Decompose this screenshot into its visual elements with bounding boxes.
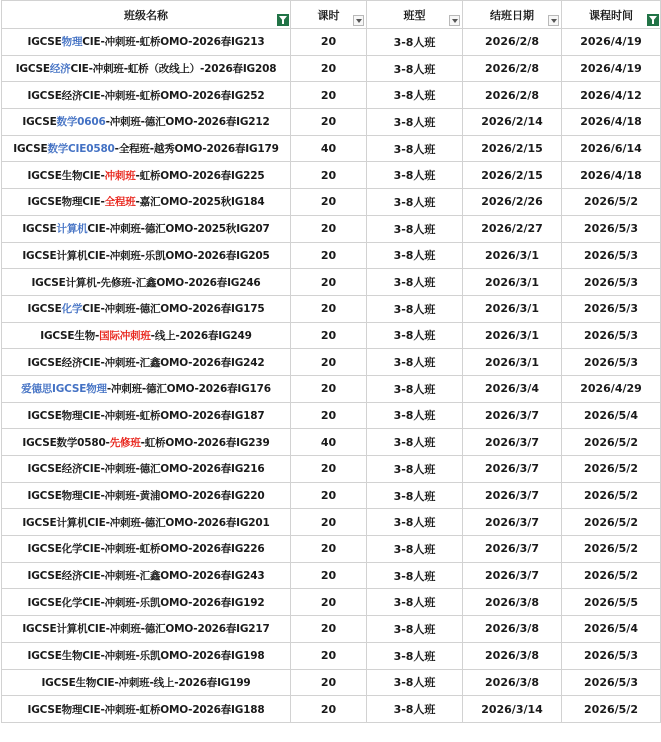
cell-course-time[interactable]: 2026/5/3 — [562, 669, 661, 696]
cell-hours[interactable]: 20 — [291, 82, 367, 109]
cell-course-time[interactable]: 2026/5/3 — [562, 322, 661, 349]
cell-class-name[interactable] — [2, 349, 291, 376]
class-name-segment: CIE-冲刺班-德汇OMO-2025秋IG207 — [87, 223, 270, 236]
cell-hours[interactable]: 20 — [291, 29, 367, 56]
cell-hours[interactable]: 20 — [291, 375, 367, 402]
header-course-time-label: 课程时间 — [589, 8, 633, 22]
cell-course-time[interactable]: 2026/5/5 — [562, 589, 661, 616]
table-row[interactable] — [2, 215, 661, 242]
class-name-segment: 计算机 — [56, 223, 88, 236]
header-end-date-label: 结班日期 — [490, 8, 534, 22]
filter-active-icon[interactable] — [647, 14, 659, 26]
cell-end-date[interactable]: 2026/3/4 — [463, 375, 562, 402]
table-row[interactable] — [2, 456, 661, 483]
class-name-segment: -全程班-越秀OMO-2026春IG179 — [114, 143, 279, 156]
cell-end-date[interactable]: 2026/2/8 — [463, 29, 562, 56]
cell-class-type[interactable]: 3-8人班 — [367, 456, 463, 483]
cell-class-name[interactable] — [2, 135, 291, 162]
header-course-time[interactable] — [562, 1, 661, 29]
class-name-segment: IGCSE化学CIE-冲刺班-虹桥OMO-2026春IG226 — [27, 543, 265, 556]
table-row[interactable] — [2, 562, 661, 589]
cell-class-type[interactable]: 3-8人班 — [367, 269, 463, 296]
header-row — [2, 1, 661, 29]
class-schedule-table — [1, 0, 661, 723]
cell-hours[interactable]: 20 — [291, 642, 367, 669]
cell-hours[interactable]: 20 — [291, 589, 367, 616]
table-row[interactable] — [2, 536, 661, 563]
class-name-segment: IGCSE经济CIE-冲刺班-汇鑫OMO-2026春IG243 — [27, 570, 265, 583]
cell-class-type[interactable]: 3-8人班 — [367, 509, 463, 536]
cell-class-type[interactable]: 3-8人班 — [367, 242, 463, 269]
table-row[interactable] — [2, 109, 661, 136]
cell-end-date[interactable]: 2026/2/15 — [463, 162, 562, 189]
class-name-segment: -冲刺班-德汇OMO-2026春IG212 — [105, 116, 270, 129]
cell-end-date[interactable]: 2026/3/1 — [463, 349, 562, 376]
cell-course-time[interactable]: 2026/6/14 — [562, 135, 661, 162]
table-row[interactable] — [2, 349, 661, 376]
header-class-name[interactable] — [2, 1, 291, 29]
class-name-segment: IGCSE — [22, 223, 57, 236]
cell-end-date[interactable]: 2026/2/8 — [463, 82, 562, 109]
cell-hours[interactable]: 20 — [291, 295, 367, 322]
class-name-segment: IGCSE物理CIE- — [27, 196, 105, 209]
class-name-segment: 经济 — [49, 63, 71, 76]
class-name-segment: IGCSE — [22, 116, 57, 129]
cell-class-type[interactable]: 3-8人班 — [367, 55, 463, 82]
header-end-date[interactable] — [463, 1, 562, 29]
cell-class-type[interactable]: 3-8人班 — [367, 429, 463, 456]
cell-class-type[interactable]: 3-8人班 — [367, 162, 463, 189]
class-name-segment: IGCSE计算机-先修班-汇鑫OMO-2026春IG246 — [31, 276, 261, 289]
cell-course-time[interactable]: 2026/4/29 — [562, 375, 661, 402]
class-name-segment: 冲刺班 — [104, 169, 136, 182]
class-name-segment: IGCSE化学CIE-冲刺班-乐凯OMO-2026春IG192 — [27, 596, 265, 609]
table-row[interactable] — [2, 135, 661, 162]
cell-end-date[interactable]: 2026/3/7 — [463, 562, 562, 589]
table-row[interactable] — [2, 322, 661, 349]
header-hours-label: 课时 — [317, 8, 340, 22]
table-row[interactable] — [2, 669, 661, 696]
cell-class-name[interactable] — [2, 536, 291, 563]
cell-class-type[interactable]: 3-8人班 — [367, 189, 463, 216]
cell-class-name[interactable] — [2, 482, 291, 509]
table-row[interactable] — [2, 295, 661, 322]
cell-class-type[interactable]: 3-8人班 — [367, 215, 463, 242]
cell-hours[interactable]: 20 — [291, 696, 367, 723]
class-name-segment: IGCSE生物- — [40, 329, 100, 342]
class-name-segment: IGCSE物理CIE-冲刺班-黄浦OMO-2026春IG220 — [27, 490, 265, 503]
table-row[interactable] — [2, 189, 661, 216]
cell-hours[interactable]: 20 — [291, 162, 367, 189]
cell-hours[interactable]: 20 — [291, 482, 367, 509]
class-name-segment: IGCSE经济CIE-冲刺班-汇鑫OMO-2026春IG242 — [27, 356, 265, 369]
table-row[interactable] — [2, 429, 661, 456]
table-row[interactable] — [2, 55, 661, 82]
cell-end-date[interactable]: 2026/3/7 — [463, 456, 562, 483]
cell-end-date[interactable]: 2026/3/1 — [463, 242, 562, 269]
dropdown-arrow-icon[interactable] — [548, 15, 559, 26]
class-name-segment: 全程班 — [104, 196, 136, 209]
cell-hours[interactable]: 40 — [291, 135, 367, 162]
cell-class-type[interactable]: 3-8人班 — [367, 589, 463, 616]
cell-class-type[interactable]: 3-8人班 — [367, 642, 463, 669]
cell-hours[interactable]: 20 — [291, 109, 367, 136]
cell-course-time[interactable]: 2026/5/3 — [562, 269, 661, 296]
cell-hours[interactable]: 20 — [291, 322, 367, 349]
cell-class-name[interactable] — [2, 162, 291, 189]
cell-end-date[interactable]: 2026/3/1 — [463, 269, 562, 296]
cell-class-name[interactable] — [2, 509, 291, 536]
cell-end-date[interactable]: 2026/3/1 — [463, 322, 562, 349]
header-class-type-label: 班型 — [403, 8, 426, 22]
class-name-segment: IGCSE — [27, 36, 62, 49]
cell-course-time[interactable]: 2026/5/4 — [562, 616, 661, 643]
cell-hours[interactable]: 20 — [291, 215, 367, 242]
cell-class-type[interactable]: 3-8人班 — [367, 135, 463, 162]
table-row[interactable] — [2, 269, 661, 296]
class-name-segment: IGCSE计算机CIE-冲刺班-乐凯OMO-2026春IG205 — [22, 249, 270, 262]
cell-class-type[interactable]: 3-8人班 — [367, 562, 463, 589]
cell-class-name[interactable] — [2, 562, 291, 589]
class-name-segment: 国际冲刺班 — [99, 329, 151, 342]
cell-course-time[interactable]: 2026/5/2 — [562, 562, 661, 589]
cell-course-time[interactable]: 2026/5/3 — [562, 349, 661, 376]
class-name-segment: IGCSE生物CIE- — [27, 169, 105, 182]
cell-course-time[interactable]: 2026/4/18 — [562, 162, 661, 189]
cell-class-name[interactable] — [2, 269, 291, 296]
table-row[interactable] — [2, 509, 661, 536]
cell-class-name[interactable] — [2, 295, 291, 322]
class-name-segment: -冲刺班-德汇OMO-2026春IG176 — [106, 383, 271, 396]
table-row[interactable] — [2, 482, 661, 509]
cell-class-name[interactable] — [2, 242, 291, 269]
cell-class-type[interactable]: 3-8人班 — [367, 669, 463, 696]
cell-hours[interactable]: 20 — [291, 536, 367, 563]
cell-class-type[interactable]: 3-8人班 — [367, 375, 463, 402]
class-name-segment: IGCSE经济CIE-冲刺班-虹桥OMO-2026春IG252 — [27, 89, 265, 102]
header-class-type[interactable] — [367, 1, 463, 29]
cell-course-time[interactable]: 2026/5/4 — [562, 402, 661, 429]
class-name-segment: -线上-2026春IG249 — [150, 329, 252, 342]
table-row[interactable] — [2, 162, 661, 189]
cell-course-time[interactable]: 2026/4/18 — [562, 109, 661, 136]
class-name-segment: IGCSE物理CIE-冲刺班-虹桥OMO-2026春IG187 — [27, 409, 265, 422]
cell-hours[interactable]: 20 — [291, 55, 367, 82]
cell-class-name[interactable] — [2, 55, 291, 82]
cell-class-type[interactable]: 3-8人班 — [367, 696, 463, 723]
class-name-segment: IGCSE物理CIE-冲刺班-虹桥OMO-2026春IG188 — [27, 703, 265, 716]
cell-course-time[interactable]: 2026/5/3 — [562, 215, 661, 242]
class-name-segment: IGCSE — [27, 303, 62, 316]
class-name-segment: IGCSE数学0580- — [22, 436, 110, 449]
cell-class-name[interactable] — [2, 669, 291, 696]
class-name-segment: CIE-冲刺班-虹桥OMO-2026春IG213 — [82, 36, 265, 49]
cell-hours[interactable]: 20 — [291, 616, 367, 643]
class-name-segment: IGCSE计算机CIE-冲刺班-德汇OMO-2026春IG217 — [22, 623, 270, 636]
cell-course-time[interactable]: 2026/4/12 — [562, 82, 661, 109]
table-row[interactable] — [2, 616, 661, 643]
cell-hours[interactable]: 20 — [291, 509, 367, 536]
class-name-segment: IGCSE生物CIE-冲刺班-线上-2026春IG199 — [41, 676, 251, 689]
cell-class-name[interactable] — [2, 429, 291, 456]
cell-class-type[interactable]: 3-8人班 — [367, 295, 463, 322]
cell-course-time[interactable]: 2026/5/2 — [562, 456, 661, 483]
cell-hours[interactable]: 20 — [291, 349, 367, 376]
class-name-segment: 物理 — [61, 36, 83, 49]
class-name-segment: 先修班 — [109, 436, 141, 449]
cell-course-time[interactable]: 2026/5/2 — [562, 696, 661, 723]
cell-class-type[interactable]: 3-8人班 — [367, 482, 463, 509]
table-body — [2, 29, 661, 723]
class-name-segment: IGCSE — [15, 63, 50, 76]
cell-class-name[interactable] — [2, 215, 291, 242]
table-row[interactable] — [2, 375, 661, 402]
cell-class-name[interactable] — [2, 616, 291, 643]
cell-end-date[interactable]: 2026/3/1 — [463, 295, 562, 322]
cell-class-name[interactable] — [2, 82, 291, 109]
cell-class-name[interactable] — [2, 189, 291, 216]
class-name-segment: 爱德思IGCSE物理 — [21, 383, 107, 396]
cell-hours[interactable]: 40 — [291, 429, 367, 456]
cell-hours[interactable]: 20 — [291, 269, 367, 296]
header-hours[interactable] — [291, 1, 367, 29]
dropdown-arrow-icon[interactable] — [353, 15, 364, 26]
table-row[interactable] — [2, 589, 661, 616]
cell-class-name[interactable] — [2, 375, 291, 402]
cell-class-name[interactable] — [2, 589, 291, 616]
cell-class-type[interactable]: 3-8人班 — [367, 402, 463, 429]
table-row[interactable] — [2, 642, 661, 669]
cell-class-type[interactable]: 3-8人班 — [367, 29, 463, 56]
cell-course-time[interactable]: 2026/4/19 — [562, 55, 661, 82]
cell-end-date[interactable]: 2026/3/7 — [463, 429, 562, 456]
cell-end-date[interactable]: 2026/2/27 — [463, 215, 562, 242]
header-class-name-label: 班级名称 — [124, 8, 168, 22]
table-row[interactable] — [2, 242, 661, 269]
class-name-segment: IGCSE — [13, 143, 48, 156]
cell-class-type[interactable]: 3-8人班 — [367, 536, 463, 563]
filter-active-icon[interactable] — [277, 14, 289, 26]
cell-end-date[interactable]: 2026/2/26 — [463, 189, 562, 216]
cell-course-time[interactable]: 2026/5/2 — [562, 189, 661, 216]
cell-class-name[interactable] — [2, 109, 291, 136]
cell-hours[interactable]: 20 — [291, 242, 367, 269]
cell-course-time[interactable]: 2026/5/3 — [562, 295, 661, 322]
cell-course-time[interactable]: 2026/5/2 — [562, 509, 661, 536]
cell-end-date[interactable]: 2026/2/14 — [463, 109, 562, 136]
cell-end-date[interactable]: 2026/3/8 — [463, 616, 562, 643]
cell-end-date[interactable]: 2026/2/8 — [463, 55, 562, 82]
cell-end-date[interactable]: 2026/3/7 — [463, 509, 562, 536]
cell-class-name[interactable] — [2, 402, 291, 429]
cell-class-type[interactable]: 3-8人班 — [367, 616, 463, 643]
cell-end-date[interactable]: 2026/3/14 — [463, 696, 562, 723]
cell-hours[interactable]: 20 — [291, 456, 367, 483]
cell-course-time[interactable]: 2026/5/2 — [562, 429, 661, 456]
cell-course-time[interactable]: 2026/5/3 — [562, 642, 661, 669]
cell-end-date[interactable]: 2026/2/15 — [463, 135, 562, 162]
cell-class-type[interactable]: 3-8人班 — [367, 109, 463, 136]
cell-course-time[interactable]: 2026/5/2 — [562, 536, 661, 563]
cell-hours[interactable]: 20 — [291, 562, 367, 589]
cell-hours[interactable]: 20 — [291, 189, 367, 216]
cell-class-name[interactable] — [2, 29, 291, 56]
table-row[interactable] — [2, 696, 661, 723]
class-name-segment: IGCSE计算机CIE-冲刺班-德汇OMO-2026春IG201 — [22, 516, 270, 529]
cell-end-date[interactable]: 2026/3/8 — [463, 589, 562, 616]
cell-course-time[interactable]: 2026/5/3 — [562, 242, 661, 269]
cell-course-time[interactable]: 2026/5/2 — [562, 482, 661, 509]
class-name-segment: IGCSE经济CIE-冲刺班-德汇OMO-2026春IG216 — [27, 463, 265, 476]
cell-class-type[interactable]: 3-8人班 — [367, 322, 463, 349]
cell-class-name[interactable] — [2, 456, 291, 483]
class-name-segment: CIE-冲刺班-德汇OMO-2026春IG175 — [82, 303, 265, 316]
class-name-segment: 化学 — [61, 303, 83, 316]
cell-end-date[interactable]: 2026/3/8 — [463, 669, 562, 696]
cell-course-time[interactable]: 2026/4/19 — [562, 29, 661, 56]
class-name-segment: -嘉汇OMO-2025秋IG184 — [135, 196, 265, 209]
cell-end-date[interactable]: 2026/3/8 — [463, 642, 562, 669]
cell-end-date[interactable]: 2026/3/7 — [463, 482, 562, 509]
class-name-segment: CIE-冲刺班-虹桥（改线上）-2026春IG208 — [70, 63, 277, 76]
cell-class-type[interactable]: 3-8人班 — [367, 82, 463, 109]
cell-class-type[interactable]: 3-8人班 — [367, 349, 463, 376]
table-row[interactable] — [2, 402, 661, 429]
table-row[interactable] — [2, 29, 661, 56]
cell-class-name[interactable] — [2, 322, 291, 349]
cell-hours[interactable]: 20 — [291, 669, 367, 696]
cell-end-date[interactable]: 2026/3/7 — [463, 536, 562, 563]
table-row[interactable] — [2, 82, 661, 109]
class-name-segment: IGCSE生物CIE-冲刺班-乐凯OMO-2026春IG198 — [27, 650, 265, 663]
class-name-segment: 数学CIE0580 — [47, 143, 115, 156]
cell-class-name[interactable] — [2, 696, 291, 723]
class-name-segment: -虹桥OMO-2026春IG225 — [135, 169, 265, 182]
cell-hours[interactable]: 20 — [291, 402, 367, 429]
cell-end-date[interactable]: 2026/3/7 — [463, 402, 562, 429]
class-name-segment: -虹桥OMO-2026春IG239 — [140, 436, 270, 449]
cell-class-name[interactable] — [2, 642, 291, 669]
dropdown-arrow-icon[interactable] — [449, 15, 460, 26]
class-name-segment: 数学0606 — [56, 116, 106, 129]
